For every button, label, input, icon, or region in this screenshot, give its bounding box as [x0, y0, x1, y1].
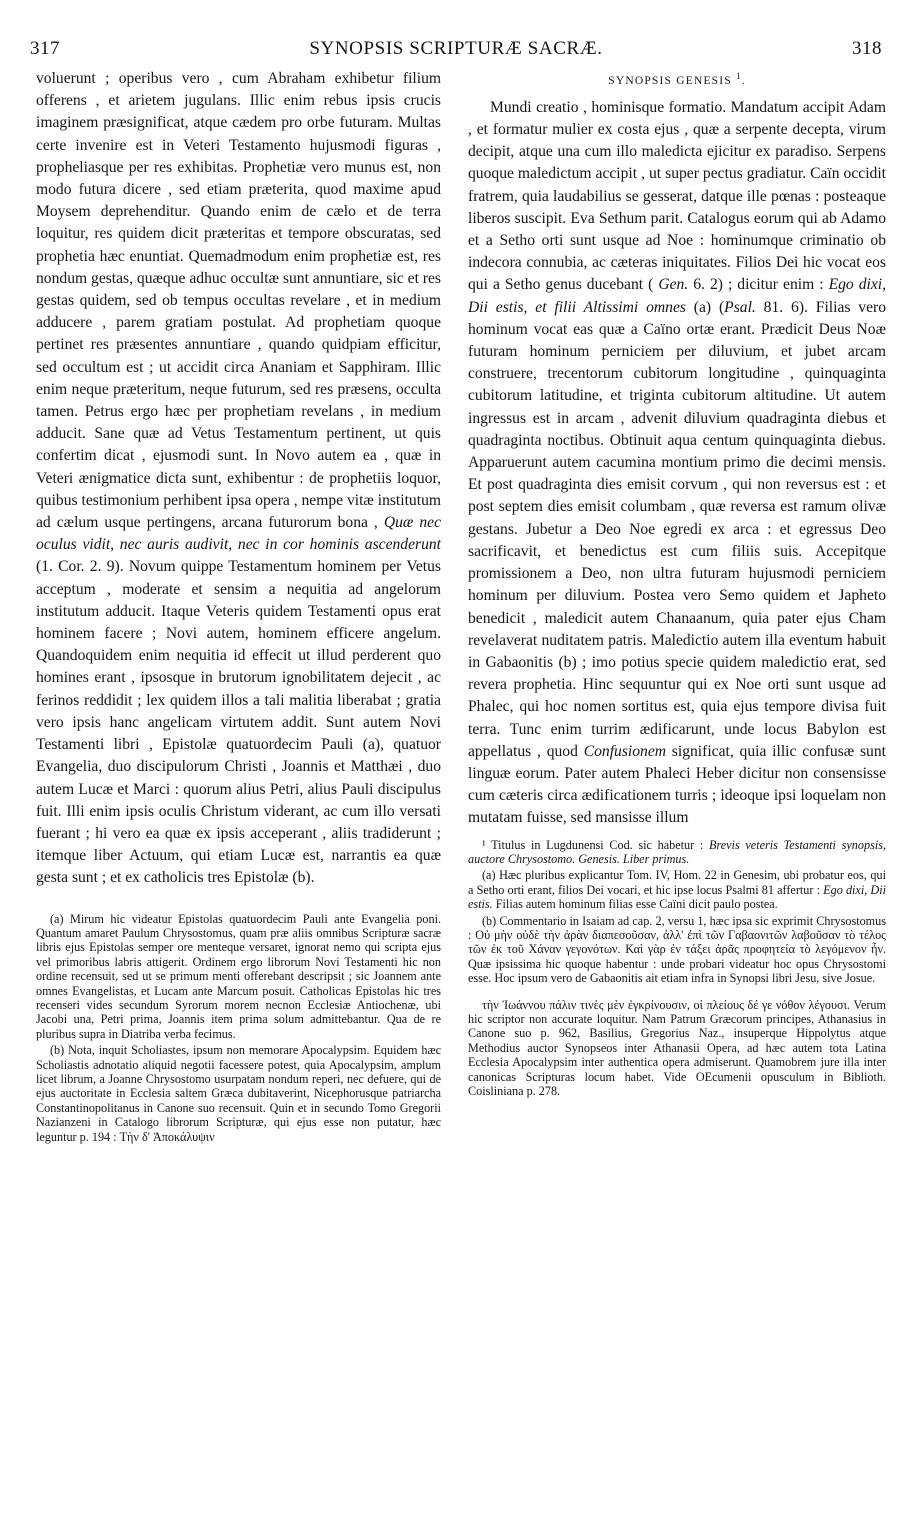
footnote-a-right-text: (a) Hæc pluribus explicantur Tom. IV, Hom. 22 in Genesim, ubi probatur eos, qui a Setho orti erant, filios Dei vocari, et hic ipse locus Psalmi 81 affertur :: [468, 868, 886, 897]
running-title: SYNOPSIS SCRIPTURÆ SACRÆ.: [309, 38, 603, 59]
left-quote-italic: Quæ nec oculus vidit, nec auris audivit, nec in cor hominis ascenderunt: [36, 514, 442, 554]
left-quote-ref: (1. Cor. 2. 9).: [36, 558, 124, 576]
right-column: [468, 68, 886, 1100]
section-title-text: SYNOPSIS GENESIS: [608, 74, 732, 87]
left-body-text: [36, 68, 441, 890]
right-footnotes: [468, 838, 886, 1099]
right-quote-italic: Ego dixi, Dii estis, et filii Altissimi omnes: [468, 276, 886, 316]
footnote-b-left: (b) Nota, inquit Scholiastes, ipsum non memorare Apocalypsim. Equidem hæc Scholiastis adnotatio aliquid negotii facessere potest, quia Apocalypsim, amplum licet librum, a Joanne Chrysostomo usurpatam nondum reperi, nec defuere, qui de ejus auctoritate in Ecclesia saltem Græca dubitaverint, Nicephorusque patriarcha Constantinopolitanus in Canone suo recensuit. Quin et in secundo Tomo Gregorii Nazianzeni in Catalogo librorum Scripturæ, qui ejus esse non putatur, hæc leguntur p. 194 : Τὴν δ' Ἀποκάλυψιν: [36, 1043, 441, 1144]
footnote-1-right: [468, 838, 886, 867]
footnote-1-text: ¹ Titulus in Lugdunensi Cod. sic habetur :: [482, 837, 709, 852]
footnote-1-italic: Brevis veteris Testamenti synopsis, auctore Chrysostomo. Genesis. Liber primus.: [468, 837, 886, 866]
right-ref-gen: Gen.: [658, 276, 689, 294]
footnote-b-right: (b) Commentario in Isaiam ad cap. 2, versu 1, hæc ipsa sic exprimit Chrysostomus : Οὐ μὴν οὐδὲ τὴν ἀρὰν διαπεσοῦσαν, ἀλλ' ἐπὶ τῶν Γαβαονιτῶν λαβοῦσαν τὸ τέλος τῶν ἐκ τοῦ Χάναν γεγονότων. Καὶ γὰρ ἐν τάξει ἀρᾶς προφητεία τὸ λεγόμενον ἦν. Quæ ipsissima hic quoque habentur : unde probari videatur hoc opus Chrysostomi esse. Hoc ipsum vero de Gabaonitis ait etiam infra in Synopsi libri Jesu, sive Josue.: [468, 913, 886, 986]
page-number-right: 318: [852, 38, 882, 59]
page-number-left: 317: [30, 38, 60, 59]
left-text-after-quote: Novum quippe Testamentum hominem per Vetus acceptum , moderate et sensim a nequitia ad angelorum institutum adducit. Itaque Veteris quidem Testamenti opus erat hominem facere ; Novi autem, hominem efficere angelum. Quandoquidem enim nequitia id effecit ut illud perderent quo homines erant , ipsosque in brutorum ignobilitatem dejecit , ac ferinos reddidit ; lex quidem illos a tali malitia liberabat ; gratia vero ipsis hanc angelicam virtutem addit. Sunt autem Novi Testamenti libri , Epistolæ quatuordecim Pauli (a), quatuor Evangelia, duo discipulorum Christi , Joannis et Matthæi , duo autem Lucæ et Marci : quorum alius Petri, alius Pauli discipulus fuit. Illi enim ipsis oculis Christum viderant, ac cum illo versati fuerant ; hi vero ea quæ ex ipsis acceperant , aliis tradiderunt ; itemque liber Actuum, qui etiam Lucæ est, narrantis ea quæ gesta sunt ; et ex catholicis tres Epistolæ (b).: [36, 558, 441, 887]
footnote-a-right-italic: Ego dixi, Dii estis.: [468, 882, 887, 912]
right-p1-end: significat, quia illic confusæ sunt linguæ eorum. Pater autem Phaleci Heber dicitur non consensisse cum cæteris circa ædificationem turris ; ideoque ipsi loquelam non mutatam fuisse, sed mansisse illum: [468, 742, 886, 827]
right-ref-psal: Psal.: [724, 298, 756, 316]
footnote-gap: [468, 988, 886, 998]
right-italic-confusionem: Confusionem: [583, 742, 667, 760]
right-body-text: [468, 97, 886, 830]
left-footnotes: [36, 912, 441, 1145]
section-title: SYNOPSIS GENESIS $^1$.: [608, 71, 746, 87]
footnote-a-left: (a) Mirum hic videatur Epistolas quatuordecim Pauli ante Evangelia poni. Quantum amaret Paulum Chrysostomus, quam præ aliis omnibus Scripturæ sacræ libris ejus Epistolas semper ore menteque versaret, ignorat nemo qui scripta ejus vel primoribus labris attigerit. Ordinem ergo librorum Novi Testamenti hic non ordine recensuit, sed ut se primum menti offerebant descripsit ; sic Joannem ante omnes Evangelistas, et Lucam ante Marcum posuit. Catholicas Epistolas hic tres recenseri vides secundum Syrorum morem necnon Ecclesiæ Antiochenæ, ubi Jacobi una, Petri prima, Joannis item prima solum admittebantur. Qua de re pluribus supra in Diatriba verba fecimus.: [36, 911, 441, 1041]
footnote-a-right-end: Filias autem hominum filias esse Caïni dicit paulo postea.: [492, 897, 778, 912]
right-after-quote: (a) (: [685, 298, 725, 316]
section-title-mark: 1: [735, 71, 742, 81]
right-p1: Mundi creatio , hominisque formatio. Mandatum accipit Adam , et formatur mulier ex costa ejus , quæ a serpente decepta, virum decipit, atque una cum illo maledicta ejicitur ex paradiso. Serpens quoque maledictum accipit , ut super pectus gradiatur. Caïn occidit fratrem, quia laudabilius se gesserat, datque ille pœnas : posteaque liberos suscipit. Eva Sethum parit. Catalogus eorum qui ab Adamo et a Setho orti sunt usque ad Noe : hominumque criminatio ob indecora connubia, ac cæteras iniquitates. Filios Dei hic vocat eos qui a Setho genus ducebant (: [468, 98, 886, 294]
left-text-before-quote: voluerunt ; operibus vero , cum Abraham exhibetur filium offerens , et arietem jugulans. Illic enim rebus ipsis crucis imaginem præsignificat, atque cædem pro orbe futuram. Multas certe invenire est in Veteri Testamento hujusmodi figuras , propheliasque per res exhibitas. Prophetiæ vero munus est, non modo futura dicere , sed etiam præterita, quod maxime apud Moysem deprehenditur. Quando enim de cælo et de terra loquitur, res quidem dicit præteritas et tempore obscuratas, sed prophetia hæc enuntiat. Quemadmodum enim prophetiæ est, res nondum gestas, quæque adhuc occultæ sunt annuntiare, sic et res gestas quidem, sed ob tempus occultas revelare , et in medium adducere , parem gratiam postulat. Ad prophetiam quoque pertinet res præsentes annuntiare , quando quidpiam efficitur, sed occultum est ; ut accidit circa Ananiam et Sapphiram. Illic enim neque præteritum, neque futurum, sed res præsens, occulta tamen. Petrus ergo hæc per prophetiam revelans , in medium adducit. Sane quæ ad Vetus Testamentum pertinent, ut quis confertim dicat , ejusmodi sunt. In Novo autem ea , quæ in Veteri ænigmatice dicta sunt, exhibentur : de prophetiis loquor, quibus testimonium perhibent ipsa opera , nempe vitæ institutum ad cælum usque pertingens, arcana futurorum bona ,: [36, 70, 441, 532]
left-column: [36, 68, 441, 1146]
right-ref-gen-num: 6. 2) ; dicitur enim :: [688, 276, 829, 294]
right-p1-rest: 81. 6). Filias vero hominum vocat eas quæ a Caïno ortæ erant. Prædicit Deus Noæ futuram hominum perniciem per diluvium, et jubet arcam construere, trecentorum cubitorum longitudine , quinquaginta cubitorum latitudine, et triginta cubitorum altitudine. Ut autem ingressus est in arcam , advenit diluvium quadraginta diebus et quadraginta noctibus. Obtinuit aqua centum quinquaginta diebus. Apparuerunt autem cacumina montium primo die decimi mensis. Et post quadraginta dies emisit corvum , qui non reversus est : et post septem dies emisit columbam , quæ reversa est ramum olivæ gestans. Jubetur a Deo Noe egredi ex arca : et egressus Deo sacrificavit, et benedictus est cum filiis suis. Accepitque promissionem a Deo, non ultra futuram hujusmodi perniciem hominum per diluvium. Postea vero Semo quidem et Japheto benedicit , maledicit autem Chanaanum, quia pater ejus Cham revelaverat nuditatem patris. Maledictio autem illa eventum habuit in Gabaonitis (b) ; imo potius specie quidem maledictio erat, sed revera prophetia. Hinc sequuntur qui ex Noe orti sunt usque ad Phalec, qui hoc nomen sortitus est, quia ejus tempore divisa fuit terra. Tunc enim turrim ædificarunt, unde locus Babylon est appellatus , quod: [468, 298, 887, 760]
page-header: [30, 38, 882, 68]
footnote-continuation: τὴν Ἰωάννου πάλιν τινὲς μὲν ἐγκρίνουσιν, οἱ πλείους δέ γε νόθον λέγουσι. Verum hic scriptor non accurate loquitur. Nam Patrum Græcorum principes, Athanasius in Canone suo p. 962, Basilius, Gregorius Naz., insuperque Hippolytus atque Methodius auctor Synopseos inter Athanasii Opera, ad hæc autem tota Latina Ecclesia Apocalypsim inter authentica opera admiserunt. Quamobrem jure illa inter canonicas Scripturas locum habet. Vide OEcumenii opusculum in Biblioth. Coisliniana p. 278.: [468, 997, 886, 1099]
footnote-a-right: [468, 868, 886, 911]
